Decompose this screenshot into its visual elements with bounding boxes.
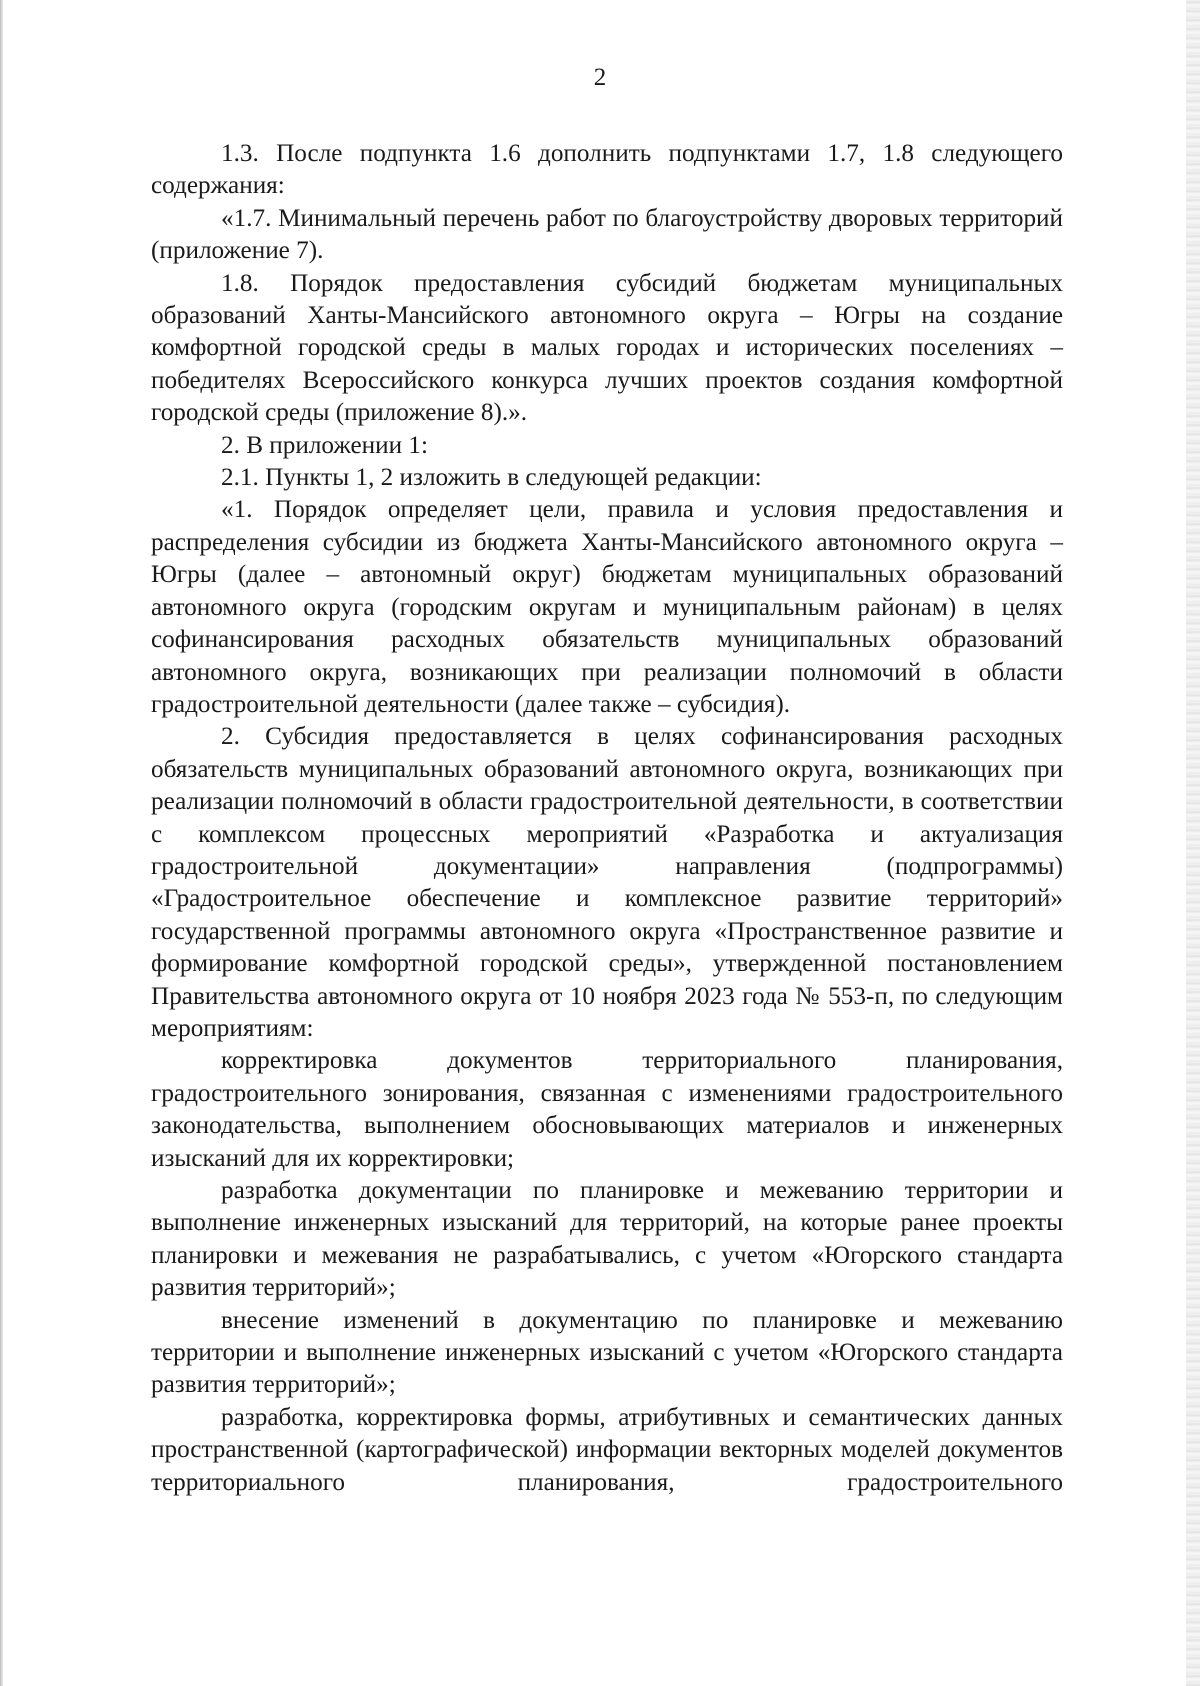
paragraph-1-3: 1.3. После подпункта 1.6 дополнить подпунктами 1.7, 1.8 следующего содержания:	[151, 140, 1063, 200]
scan-edge-right	[1186, 0, 1200, 1686]
document-body	[151, 138, 1063, 1499]
list-item-activity-3: внесение изменений в документацию по планировке и межеванию территории и выполнение инженерных изысканий с учетом «Югорского стандарта развития территорий»;	[151, 1306, 1063, 1399]
paragraph-1-8: 1.8. Порядок предоставления субсидий бюджетам муниципальных образований Ханты-Мансийского автономного округа – Югры на создание комфортной городской среды в малых городах и исторических поселениях – победителях Всероссийского конкурса лучших проектов создания комфортной городской среды (приложение 8).».	[151, 269, 1063, 427]
list-item-activity-1: корректировка документов территориального планирования, градостроительного зонирования, связанная с изменениями градостроительного законодательства, выполнением обосновывающих материалов и инженерных изысканий для их корректировки;	[151, 1047, 1063, 1172]
paragraph-1-7: «1.7. Минимальный перечень работ по благоустройству дворовых территорий (приложение 7).	[151, 204, 1063, 265]
scan-edge-left	[0, 0, 3, 1686]
list-item-activity-2: разработка документации по планировке и межеванию территории и выполнение инженерных изысканий для территорий, на которые ранее проекты планировки и межевания не разрабатывались, с учетом «Югорского стандарта развития территорий»;	[151, 1177, 1063, 1302]
page-number: 2	[593, 64, 607, 91]
paragraph-2: 2. В приложении 1:	[221, 431, 428, 459]
paragraph-point-2: 2. Субсидия предоставляется в целях софинансирования расходных обязательств муниципальных образований автономного округа, возникающих при реализации полномочий в области градостроительной деятельности, в соответствии с комплексом процессных мероприятий «Разработка и актуализация градостроительной документации» направления (подпрограммы) «Градостроительное обеспечение и комплексное развитие территорий» государственной программы автономного округа «Пространственное развитие и формирование комфортной городской среды», утвержденной постановлением Правительства автономного округа от 10 ноября 2023 года № 553-п, по следующим мероприятиям:	[151, 723, 1063, 1042]
paragraph-2-1: 2.1. Пункты 1, 2 изложить в следующей редакции:	[221, 464, 762, 492]
paragraph-point-1: «1. Порядок определяет цели, правила и условия предоставления и распределения субсидии из бюджета Ханты-Мансийского автономного округа – Югры (далее – автономный округ) бюджетам муниципальных образований автономного округа (городским округам и муниципальным районам) в целях софинансирования расходных обязательств муниципальных образований автономного округа, возникающих при реализации полномочий в области градостроительной деятельности (далее также – субсидия).	[151, 496, 1063, 718]
list-item-activity-4: разработка, корректировка формы, атрибутивных и семантических данных пространственной (картографической) информации векторных моделей документов территориального планирования, градостроительного	[151, 1403, 1063, 1496]
